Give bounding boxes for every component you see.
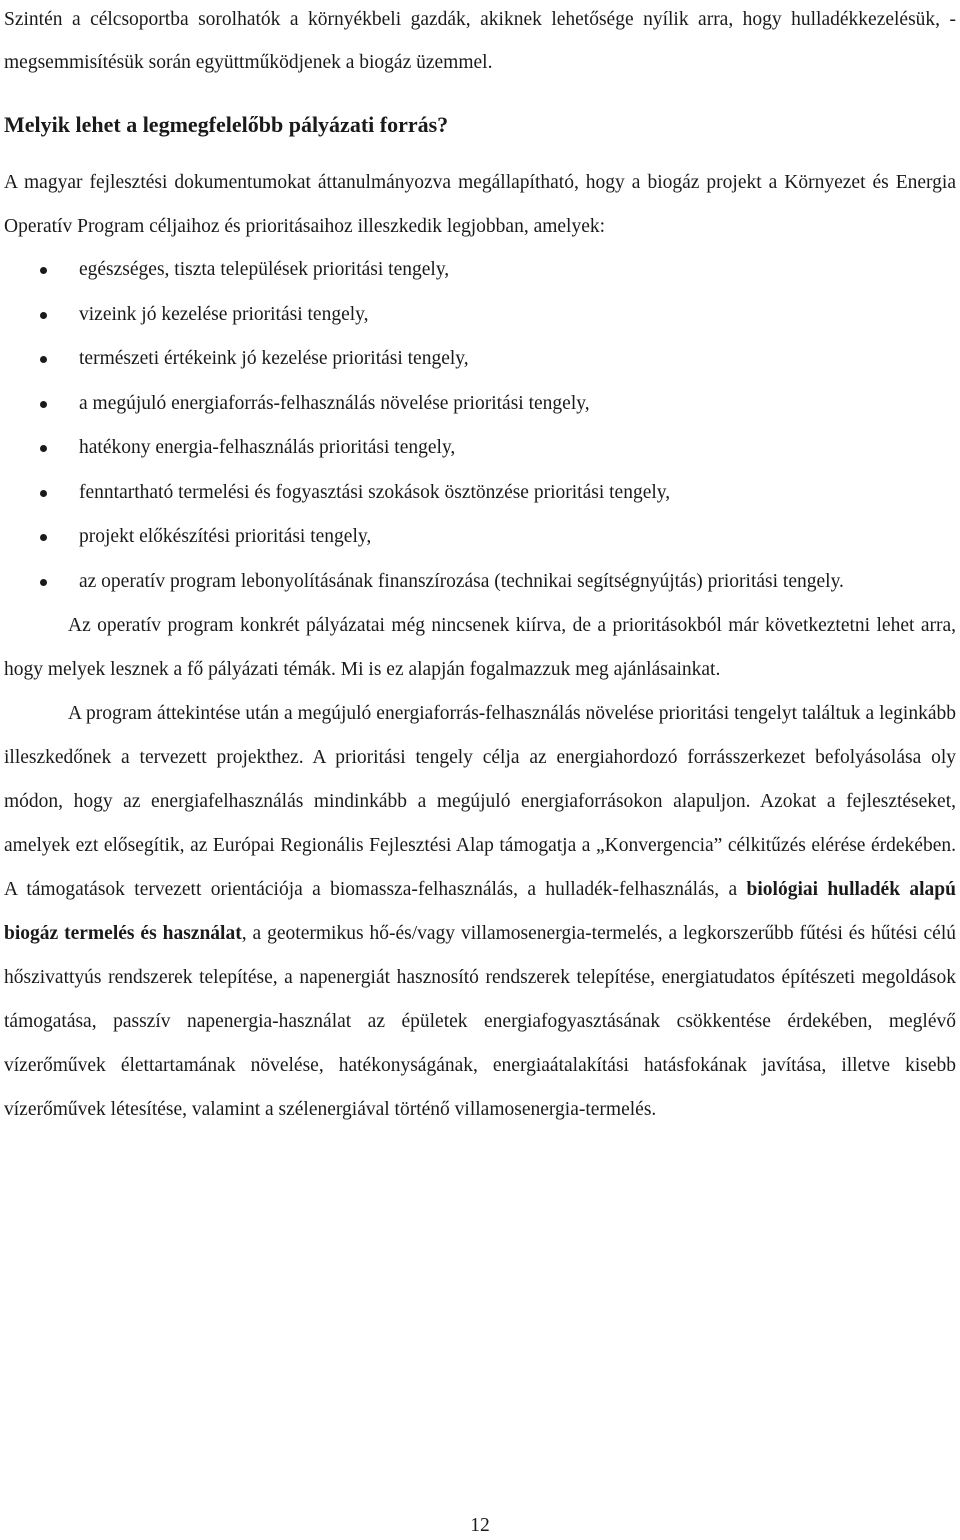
list-item: projekt előkészítési prioritási tengely, (4, 515, 956, 560)
list-item: hatékony energia-felhasználás prioritási tengely, (4, 426, 956, 471)
list-item: az operatív program lebonyolításának finanszírozása (technikai segítségnyújtás) prioritási tengely. (4, 560, 956, 605)
list-item: természeti értékeink jó kezelése prioritási tengely, (4, 337, 956, 382)
intro-paragraph: Szintén a célcsoportba sorolhatók a környékbeli gazdák, akiknek lehetősége nyílik arra, hogy hulladékkezelésük, -megsemmisítésük során együttműködjenek a biogáz üzemmel. (4, 9, 956, 73)
list-item: vizeink jó kezelése prioritási tengely, (4, 293, 956, 338)
section-heading: Melyik lehet a legmegfelelőbb pályázati forrás? (4, 112, 449, 137)
paragraph-calls: Az operatív program konkrét pályázatai még nincsenek kiírva, de a prioritásokból már következtetni lehet arra, hogy melyek lesznek a fő pályázati témák. Mi is ez alapján fogalmazzuk meg ajánlásainkat. (4, 615, 956, 680)
list-item: a megújuló energiaforrás-felhasználás növelése prioritási tengely, (4, 382, 956, 427)
page-number: 12 (470, 1515, 490, 1536)
overview-text-start: A program áttekintése után a megújuló energiaforrás-felhasználás növelése prioritási tengelyt találtuk a leginkább illeszkedőnek a tervezett projekthez. A prioritási tengely célja az energiahordozó forrásszerkezet befolyásolása oly módon, hogy az energiafelhasználás mindinkább a megújuló energiaforrásokon alapuljon. Azokat a fejlesztéseket, amelyek ezt elősegítik, az Európai Regionális Fejlesztési Alap támogatja a „Konvergencia” célkitűzés elérése érdekében. A támogatások tervezett orientációja a biomassza-felhasználás, a hulladék-felhasználás, a (4, 703, 956, 900)
overview-bold-phrase: biológiai hulladék alapú biogáz termelés és használat (4, 879, 956, 944)
priority-axes-list (4, 248, 956, 604)
list-item: egészséges, tiszta települések prioritási tengely, (4, 248, 956, 293)
document-page (4, 0, 956, 1132)
paragraph-priorities-intro: A magyar fejlesztési dokumentumokat áttanulmányozva megállapítható, hogy a biogáz projekt a Környezet és Energia Operatív Program céljaihoz és prioritásaihoz illeszkedik legjobban, amelyek: (4, 172, 956, 237)
overview-text-end: , a geotermikus hő-és/vagy villamosenergia-termelés, a legkorszerűbb fűtési és hűtési célú hőszivattyús rendszerek telepítése, a napenergiát hasznosító rendszerek telepítése, energiatudatos építészeti megoldások támogatása, passzív napenergia-használat az épületek energiafogyasztásának csökkentése érdekében, meglévő vízerőművek élettartamának növelése, hatékonyságának, energiaátalakítási hatásfokának javítása, illetve kisebb vízerőművek létesítése, valamint a szélenergiával történő villamosenergia-termelés. (4, 923, 956, 1120)
paragraph-program-overview (4, 692, 956, 1132)
list-item: fenntartható termelési és fogyasztási szokások ösztönzése prioritási tengely, (4, 471, 956, 516)
